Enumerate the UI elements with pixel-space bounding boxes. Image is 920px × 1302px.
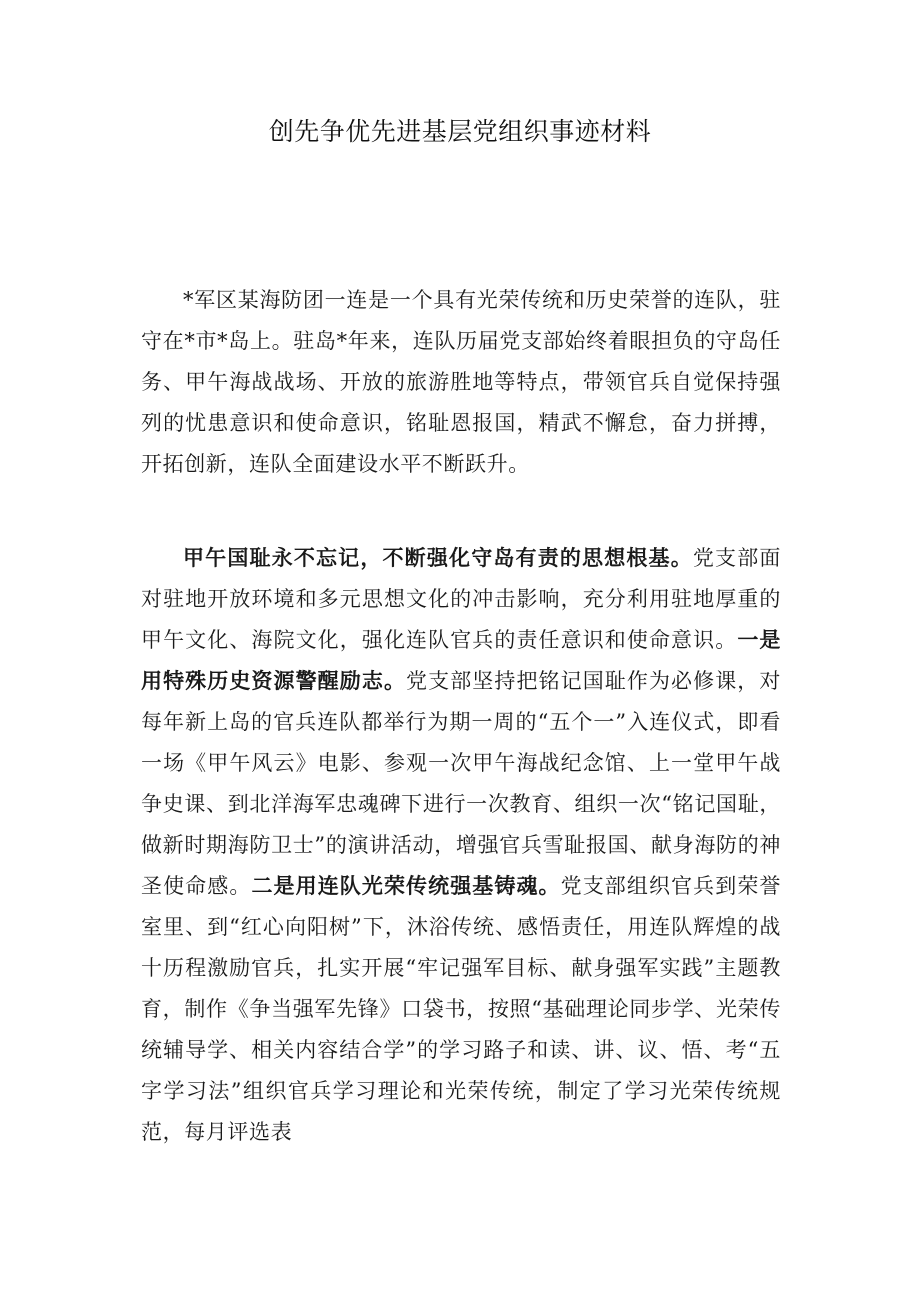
section-text-2: 党支部坚持把铭记国耻作为必修课，对每年新上岛的官兵连队都举行为期一周的“五个一”入连仪式，即看一场《甲午风云》电影、参观一次甲午海战纪念馆、上一堂甲午战争史课、到北洋海军忠魂碑下进行一次教育、组织一次“铭记国耻，做新时期海防卫士”的演讲活动，增强官兵雪耻报国、献身海防的神圣使命感。 — [141, 669, 781, 898]
paragraph-intro: *军区某海防团一连是一个具有光荣传统和历史荣誉的连队，驻守在*市*岛上。驻岛*年来，连队历届党支部始终着眼担负的守岛任务、甲午海战战场、开放的旅游胜地等特点，带领官兵自觉保持强列的忧患意识和使命意识，铭耻恩报国，精武不懈怠，奋力拼搏，开拓创新，连队全面建设水平不断跃升。 — [141, 288, 781, 476]
point-2-heading: 二是用连队光荣传统强基铸魂。 — [251, 874, 561, 898]
section-text-3: 党支部组织官兵到荣誉室里、到“红心向阳树”下，沐浴传统、感悟责任，用连队辉煌的战十历程激励官兵，扎实开展“牢记强军目标、献身强军实践”主题教育，制作《争当强军先锋》口袋书，按照“基础理论同步学、光荣传统辅导学、相关内容结合学”的学习路子和读、讲、议、悟、考“五字学习法”组织官兵学习理论和光荣传统，制定了学习光荣传统规范，每月评选表 — [141, 874, 782, 1144]
section-text-1: 党支部面对驻地开放环境和多元思想文化的冲击影响，充分利用驻地厚重的甲午文化、海院文化，强化连队官兵的责任意识和使命意识。 — [141, 546, 781, 652]
document-title: 创先争优先进基层党组织事迹材料 — [268, 117, 652, 146]
paragraph-section-1 — [141, 538, 781, 1153]
section-heading: 甲午国耻永不忘记，不断强化守岛有责的思想根基。 — [183, 546, 693, 570]
point-1-heading: 一是用特殊历史资源警醒励志。 — [141, 628, 781, 693]
